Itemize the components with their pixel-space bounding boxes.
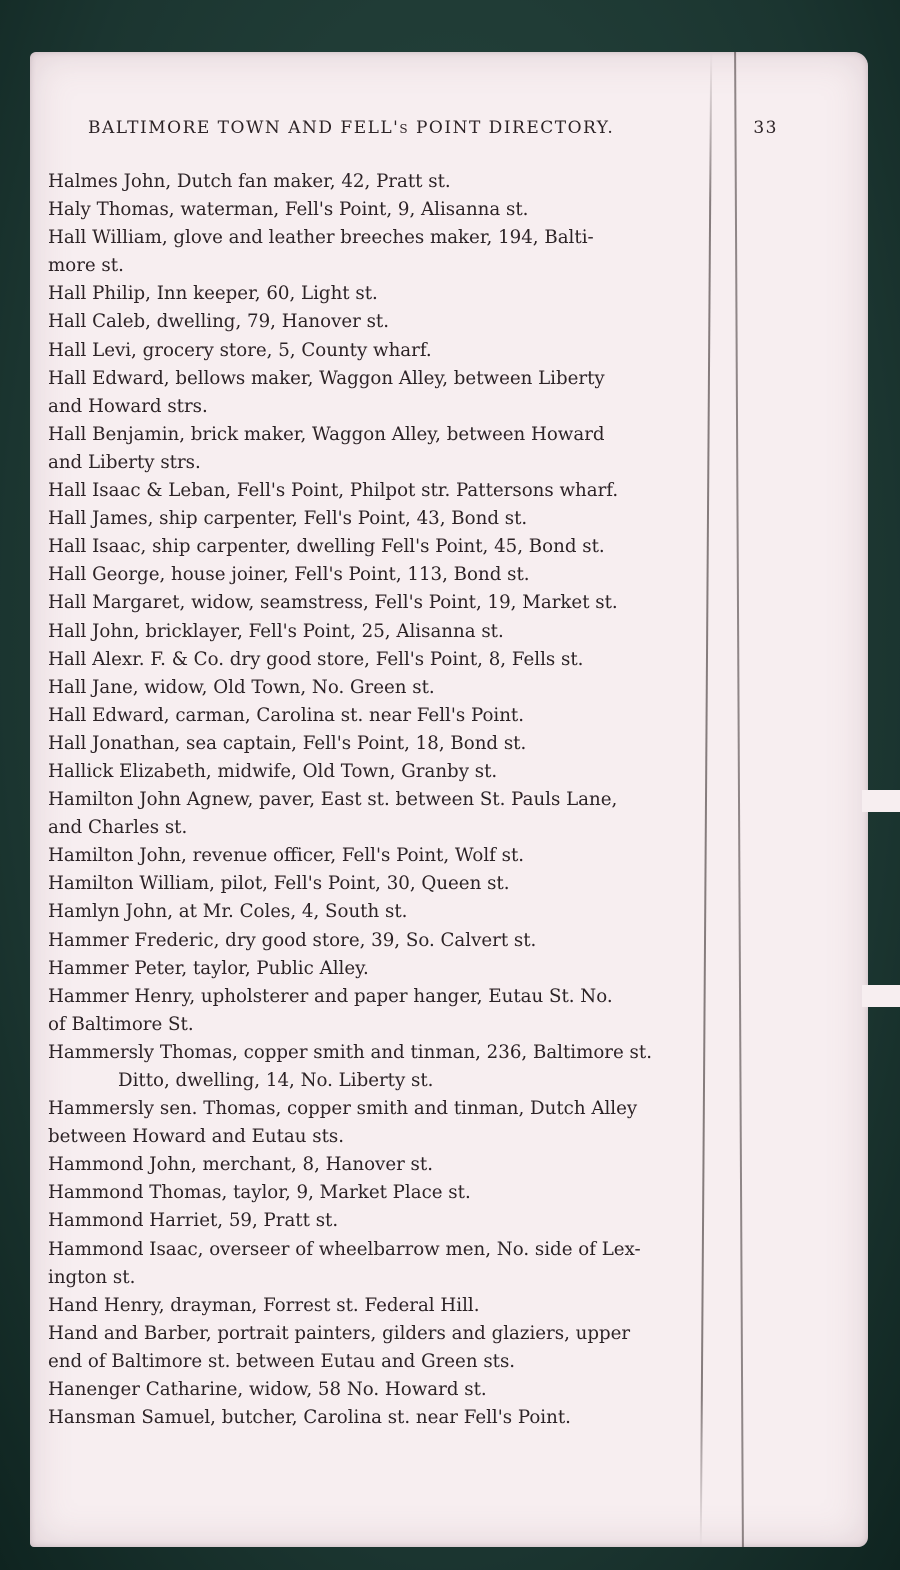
entry-text: Hallick Elizabeth, midwife, Old Town, Granby st.	[48, 760, 498, 782]
directory-entry	[48, 618, 768, 646]
running-header	[88, 118, 778, 144]
entry-text: Hall Isaac, ship carpenter, dwelling Fell's Point, 45, Bond st.	[48, 536, 605, 558]
directory-entry	[48, 168, 768, 196]
entry-text: Hall Alexr. F. & Co. dry good store, Fell's Point, 8, Fells st.	[48, 648, 584, 670]
entry-text: Hamlyn John, at Mr. Coles, 4, South st.	[48, 901, 408, 923]
directory-entry	[48, 1151, 768, 1179]
directory-entry	[48, 730, 768, 758]
directory-entry	[48, 786, 768, 842]
entry-text: Hammond Isaac, overseer of wheelbarrow men, No. side of Lex-	[48, 1238, 641, 1260]
entry-text: Hammersly Thomas, copper smith and tinman, 236, Baltimore st.	[48, 1041, 652, 1063]
entry-continuation: and Howard strs.	[48, 395, 208, 417]
directory-entry	[48, 280, 768, 308]
directory-entry	[48, 365, 768, 421]
entry-text: Hall George, house joiner, Fell's Point, 113, Bond st.	[48, 564, 530, 586]
directory-entry	[48, 646, 768, 674]
directory-entry	[48, 1320, 768, 1376]
directory-entry	[48, 1067, 768, 1095]
directory-entry	[48, 1207, 768, 1235]
entry-text: Hall Isaac & Leban, Fell's Point, Philpot str. Pattersons wharf.	[48, 480, 619, 502]
page-tab-marker	[862, 985, 900, 1007]
entry-text: Hanenger Catharine, widow, 58 No. Howard st.	[48, 1379, 487, 1401]
entry-text: Hall Margaret, widow, seamstress, Fell's Point, 19, Market st.	[48, 592, 618, 614]
entry-text: Hammer Peter, taylor, Public Alley.	[48, 957, 369, 979]
entry-continuation: more st.	[48, 255, 124, 277]
directory-entry	[48, 477, 768, 505]
entry-continuation: and Charles st.	[48, 817, 188, 839]
entry-continuation: between Howard and Eutau sts.	[48, 1126, 345, 1148]
entry-text: Hall Edward, bellows maker, Waggon Alley, between Liberty	[48, 367, 605, 389]
entry-text: Hall John, bricklayer, Fell's Point, 25, Alisanna st.	[48, 620, 504, 642]
entry-text: Hand Henry, drayman, Forrest st. Federal Hill.	[48, 1294, 480, 1316]
entry-text: Hansman Samuel, butcher, Carolina st. near Fell's Point.	[48, 1407, 571, 1429]
entry-text: Hammersly sen. Thomas, copper smith and tinman, Dutch Alley	[48, 1098, 638, 1120]
entry-text: Hamilton John, revenue officer, Fell's Point, Wolf st.	[48, 845, 525, 867]
entry-text: Hall Levi, grocery store, 5, County wharf.	[48, 339, 432, 361]
directory-entry	[48, 842, 768, 870]
entry-continuation: ington st.	[48, 1266, 136, 1288]
directory-entry	[48, 589, 768, 617]
directory-entry	[48, 1404, 768, 1432]
page-tab-marker	[862, 790, 900, 812]
directory-entry	[48, 533, 768, 561]
entry-text: Haly Thomas, waterman, Fell's Point, 9, Alisanna st.	[48, 199, 529, 221]
directory-entry	[48, 1292, 768, 1320]
directory-entry	[48, 1095, 768, 1151]
entry-text: Hamilton John Agnew, paver, East st. between St. Pauls Lane,	[48, 789, 618, 811]
directory-entry	[48, 674, 768, 702]
page-number: 33	[753, 118, 778, 138]
entry-text: Ditto, dwelling, 14, No. Liberty st.	[118, 1070, 434, 1091]
entry-text: Hall Jane, widow, Old Town, No. Green st.	[48, 676, 435, 698]
entry-text: Hammer Frederic, dry good store, 39, So. Calvert st.	[48, 929, 537, 951]
directory-entry	[48, 196, 768, 224]
directory-entry	[48, 898, 768, 926]
directory-entry	[48, 1236, 768, 1292]
directory-entry	[48, 983, 768, 1039]
directory-entry	[48, 702, 768, 730]
entry-text: Hammer Henry, upholsterer and paper hanger, Eutau St. No.	[48, 985, 613, 1007]
directory-entry	[48, 870, 768, 898]
entry-text: Hammond Thomas, taylor, 9, Market Place st.	[48, 1182, 471, 1204]
entry-continuation: of Baltimore St.	[48, 1013, 194, 1035]
directory-entry	[48, 955, 768, 983]
entry-text: Hall Jonathan, sea captain, Fell's Point, 18, Bond st.	[48, 732, 527, 754]
directory-entry	[48, 308, 768, 336]
directory-entry	[48, 505, 768, 533]
entry-continuation: and Liberty strs.	[48, 451, 201, 473]
directory-entry	[48, 1376, 768, 1404]
entry-text: Hammond John, merchant, 8, Hanover st.	[48, 1154, 433, 1176]
entry-text: Hall Caleb, dwelling, 79, Hanover st.	[48, 311, 390, 333]
page-title: BALTIMORE TOWN AND FELL's POINT DIRECTORY.	[88, 118, 615, 138]
entry-text: Hamilton William, pilot, Fell's Point, 30, Queen st.	[48, 873, 510, 895]
directory-entry	[48, 421, 768, 477]
directory-entry	[48, 1039, 768, 1067]
entry-continuation: end of Baltimore st. between Eutau and Green sts.	[48, 1350, 516, 1372]
directory-entries	[48, 168, 768, 1432]
entry-text: Halmes John, Dutch fan maker, 42, Pratt st.	[48, 171, 451, 192]
directory-entry	[48, 224, 768, 280]
directory-entry	[48, 927, 768, 955]
directory-entry	[48, 1179, 768, 1207]
entry-text: Hall William, glove and leather breeches maker, 194, Balti-	[48, 227, 594, 249]
directory-entry	[48, 561, 768, 589]
directory-entry	[48, 758, 768, 786]
entry-text: Hall Philip, Inn keeper, 60, Light st.	[48, 283, 378, 305]
entry-text: Hall Edward, carman, Carolina st. near Fell's Point.	[48, 704, 525, 726]
entry-text: Hall James, ship carpenter, Fell's Point, 43, Bond st.	[48, 508, 528, 530]
entry-text: Hall Benjamin, brick maker, Waggon Alley, between Howard	[48, 423, 605, 445]
entry-text: Hammond Harriet, 59, Pratt st.	[48, 1210, 339, 1232]
directory-entry	[48, 337, 768, 365]
entry-text: Hand and Barber, portrait painters, gilders and glaziers, upper	[48, 1322, 631, 1344]
